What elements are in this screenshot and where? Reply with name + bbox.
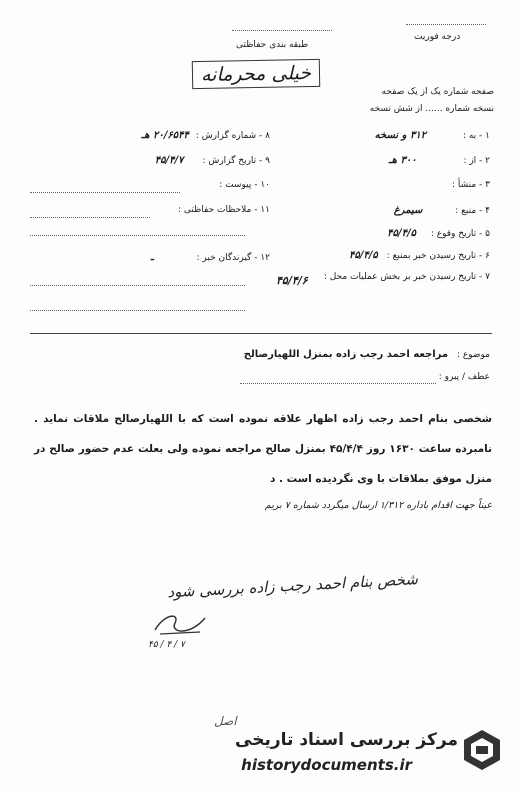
field-recipients-label: ۱۲ - گیرندگان خبر :: [196, 253, 270, 263]
archive-logo-icon: [460, 728, 504, 772]
field-report-number: [30, 130, 270, 141]
field-occurrence-date-label: ۵ - تاریخ وقوع :: [430, 229, 490, 239]
signature-scribble: [150, 608, 210, 638]
field-report-date: [30, 155, 270, 166]
subject-line: [30, 349, 490, 360]
reference-line: [30, 372, 490, 382]
field-operations-receipt-date-label: ۷ - تاریخ رسیدن خبر بر بخش عملیات محل :: [323, 272, 490, 282]
classification-label: طبقه بندی حفاظتی: [236, 40, 309, 50]
report-body: شخصی بنام احمد رجب زاده اظهار علاقه نموده است که با اللهیارصالح ملاقات نماید . نامبرده ساعت ۱۶۳۰ روز ۴۵/۴/۴ بمنزل صالح مراجعه نموده ولی بعلت عدم حضور صالح در منزل موفق بملاقات با وی نگردیده است . د: [34, 413, 492, 485]
field-from: [250, 155, 490, 166]
subject-value: مراجعه احمد رجب زاده بمنزل اللهیارصالح: [243, 349, 449, 360]
section-divider: [30, 333, 492, 334]
field-to-label: ۱ - به :: [462, 131, 490, 141]
field-report-date-value: ۴۵/۴/۷: [154, 155, 184, 166]
field-from-label: ۲ - از :: [463, 156, 490, 166]
field-source-receipt-date-value: ۴۵/۴/۵: [349, 250, 378, 261]
field-source-label: ۴ - منبع :: [455, 206, 490, 216]
field-to-value: ۳۱۲ و نسخه: [374, 130, 427, 141]
handwritten-note: شخص بنام احمد رجب زاده بررسی شود: [166, 570, 419, 602]
field-source: [250, 205, 490, 216]
subject-label: موضوع :: [456, 350, 490, 360]
field-security-notes-label: ۱۱ - ملاحظات حفاظتی :: [178, 205, 270, 215]
field-occurrence-date: [250, 228, 490, 239]
confidential-stamp: خیلی محرمانه: [192, 59, 320, 89]
watermark-url: historydocuments.ir: [241, 756, 412, 774]
field-recipients: [30, 252, 270, 263]
field-report-number-value: ۲۰/۶۵۴۴ هـ: [141, 130, 189, 141]
reference-label: عطف / پیرو :: [438, 372, 490, 382]
field-report-date-label: ۹ - تاریخ گزارش :: [202, 156, 270, 166]
bottom-stamp: اصل: [214, 714, 237, 728]
field-source-value: سیمرغ: [393, 205, 423, 216]
page-number-line: صفحه شماره یک از یک صفحه: [381, 87, 494, 97]
field-origin: [250, 180, 490, 190]
field-to: [250, 130, 490, 141]
field-source-receipt-date-label: ۶ - تاریخ رسیدن خبر بمنبع :: [386, 251, 490, 261]
field-report-number-label: ۸ - شماره گزارش :: [195, 131, 270, 141]
field-attachment-label: ۱۰ - پیوست :: [219, 180, 270, 190]
field-attachment: [30, 180, 270, 190]
watermark: [236, 722, 520, 791]
field-operations-receipt-date-value: ۴۵/۴/۶: [276, 274, 308, 287]
field-occurrence-date-value: ۴۵/۴/۵: [387, 228, 416, 239]
forward-note: عیناً جهت اقدام باداره ۱/۳۱۲ ارسال میگردد شماره ۷ بریم: [264, 500, 492, 511]
signature-date: ۷ / ۴ / ۴۵: [148, 640, 185, 650]
priority-label: درجه فوریت: [414, 32, 461, 42]
field-source-receipt-date: [250, 250, 490, 261]
field-origin-label: ۳ - منشأ :: [451, 180, 490, 190]
field-from-value: ۳۰۰ هـ: [388, 155, 417, 166]
watermark-title: مرکز بررسی اسناد تاریخی: [235, 730, 458, 750]
field-security-notes: [30, 205, 270, 215]
field-recipients-value: ـ: [150, 252, 154, 263]
copy-number-line: نسخه شماره ...... از شش نسخه: [369, 104, 494, 114]
